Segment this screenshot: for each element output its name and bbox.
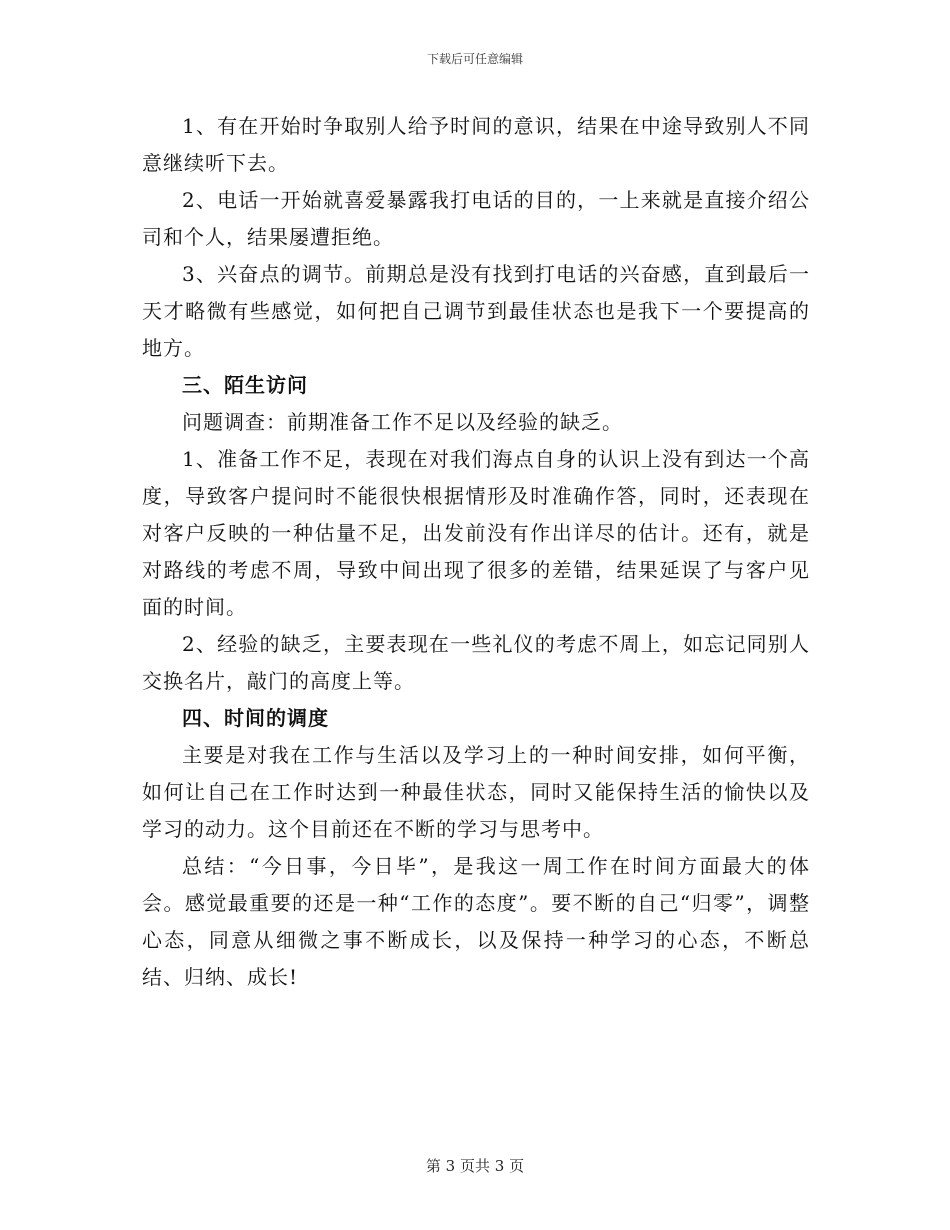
paragraph-3: 3、兴奋点的调节。前期总是没有找到打电话的兴奋感，直到最后一天才略微有些感觉，如何把自己调节到最佳状态也是我下一个要提高的地方。	[142, 262, 810, 360]
paragraph-1: 1、有在开始时争取别人给予时间的意识，结果在中途导致别人不同意继续听下去。	[142, 114, 810, 175]
paragraph-4: 问题调查：前期准备工作不足以及经验的缺乏。	[182, 410, 623, 434]
page-footer: 第 3 页共 3 页	[425, 1157, 525, 1175]
paragraph-6: 2、经验的缺乏，主要表现在一些礼仪的考虑不周上，如忘记同别人交换名片，敲门的高度上等。	[142, 632, 810, 693]
section-heading-4: 四、时间的调度	[182, 706, 329, 730]
paragraph-8: 总结：“今日事，今日毕”，是我这一周工作在时间方面最大的体会。感觉最重要的还是一种“工作的态度”。要不断的自己“归零”，调整心态，同意从细微之事不断成长，以及保持一种学习的心态，不断总结、归纳、成长!	[142, 854, 810, 989]
paragraph-7: 主要是对我在工作与生活以及学习上的一种时间安排，如何平衡，如何让自己在工作时达到一种最佳状态，同时又能保持生活的愉快以及学习的动力。这个目前还在不断的学习与思考中。	[142, 743, 810, 841]
document-body	[142, 108, 810, 996]
paragraph-5: 1、准备工作不足，表现在对我们海点自身的认识上没有到达一个高度，导致客户提问时不能很快根据情形及时准确作答，同时，还表现在对客户反映的一种估量不足，出发前没有作出详尽的估计。还有，就是对路线的考虑不周，导致中间出现了很多的差错，结果延误了与客户见面的时间。	[142, 447, 810, 619]
page-header: 下载后可任意编辑	[426, 52, 523, 66]
paragraph-2: 2、电话一开始就喜爱暴露我打电话的目的，一上来就是直接介绍公司和个人，结果屡遭拒绝。	[142, 188, 810, 249]
section-heading-3: 三、陌生访问	[182, 373, 308, 397]
